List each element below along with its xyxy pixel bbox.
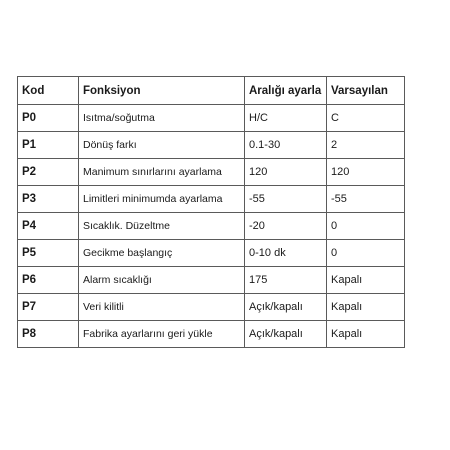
cell-range: H/C xyxy=(245,105,327,132)
table-row xyxy=(18,132,405,159)
cell-code: P2 xyxy=(18,159,79,186)
cell-default: 120 xyxy=(327,159,405,186)
cell-code: P4 xyxy=(18,213,79,240)
cell-function: Alarm sıcaklığı xyxy=(79,267,245,294)
cell-default: 0 xyxy=(327,213,405,240)
cell-range: Açık/kapalı xyxy=(245,321,327,348)
cell-default: 0 xyxy=(327,240,405,267)
cell-code: P0 xyxy=(18,105,79,132)
parameter-table xyxy=(17,76,405,348)
cell-range: -20 xyxy=(245,213,327,240)
cell-function: Limitleri minimumda ayarlama xyxy=(79,186,245,213)
header-function: Fonksiyon xyxy=(79,77,245,105)
cell-function: Manimum sınırlarını ayarlama xyxy=(79,159,245,186)
cell-range: -55 xyxy=(245,186,327,213)
cell-default: 2 xyxy=(327,132,405,159)
table-row xyxy=(18,213,405,240)
cell-code: P7 xyxy=(18,294,79,321)
cell-code: P8 xyxy=(18,321,79,348)
table-row xyxy=(18,105,405,132)
table-row xyxy=(18,267,405,294)
cell-function: Sıcaklık. Düzeltme xyxy=(79,213,245,240)
cell-code: P3 xyxy=(18,186,79,213)
cell-default: Kapalı xyxy=(327,294,405,321)
cell-range: 0-10 dk xyxy=(245,240,327,267)
cell-code: P5 xyxy=(18,240,79,267)
cell-function: Dönüş farkı xyxy=(79,132,245,159)
cell-range: 0.1-30 xyxy=(245,132,327,159)
header-default: Varsayılan xyxy=(327,77,405,105)
header-code: Kod xyxy=(18,77,79,105)
cell-range: 175 xyxy=(245,267,327,294)
cell-function: Veri kilitli xyxy=(79,294,245,321)
table-row xyxy=(18,240,405,267)
cell-range: 120 xyxy=(245,159,327,186)
header-range: Aralığı ayarla xyxy=(245,77,327,105)
cell-function: Isıtma/soğutma xyxy=(79,105,245,132)
cell-function: Fabrika ayarlarını geri yükle xyxy=(79,321,245,348)
cell-range: Açık/kapalı xyxy=(245,294,327,321)
cell-default: Kapalı xyxy=(327,267,405,294)
cell-default: C xyxy=(327,105,405,132)
table-row xyxy=(18,159,405,186)
cell-code: P1 xyxy=(18,132,79,159)
cell-code: P6 xyxy=(18,267,79,294)
cell-default: -55 xyxy=(327,186,405,213)
cell-function: Gecikme başlangıç xyxy=(79,240,245,267)
cell-default: Kapalı xyxy=(327,321,405,348)
table-row xyxy=(18,321,405,348)
table-header-row xyxy=(18,77,405,105)
table-row xyxy=(18,294,405,321)
table-row xyxy=(18,186,405,213)
